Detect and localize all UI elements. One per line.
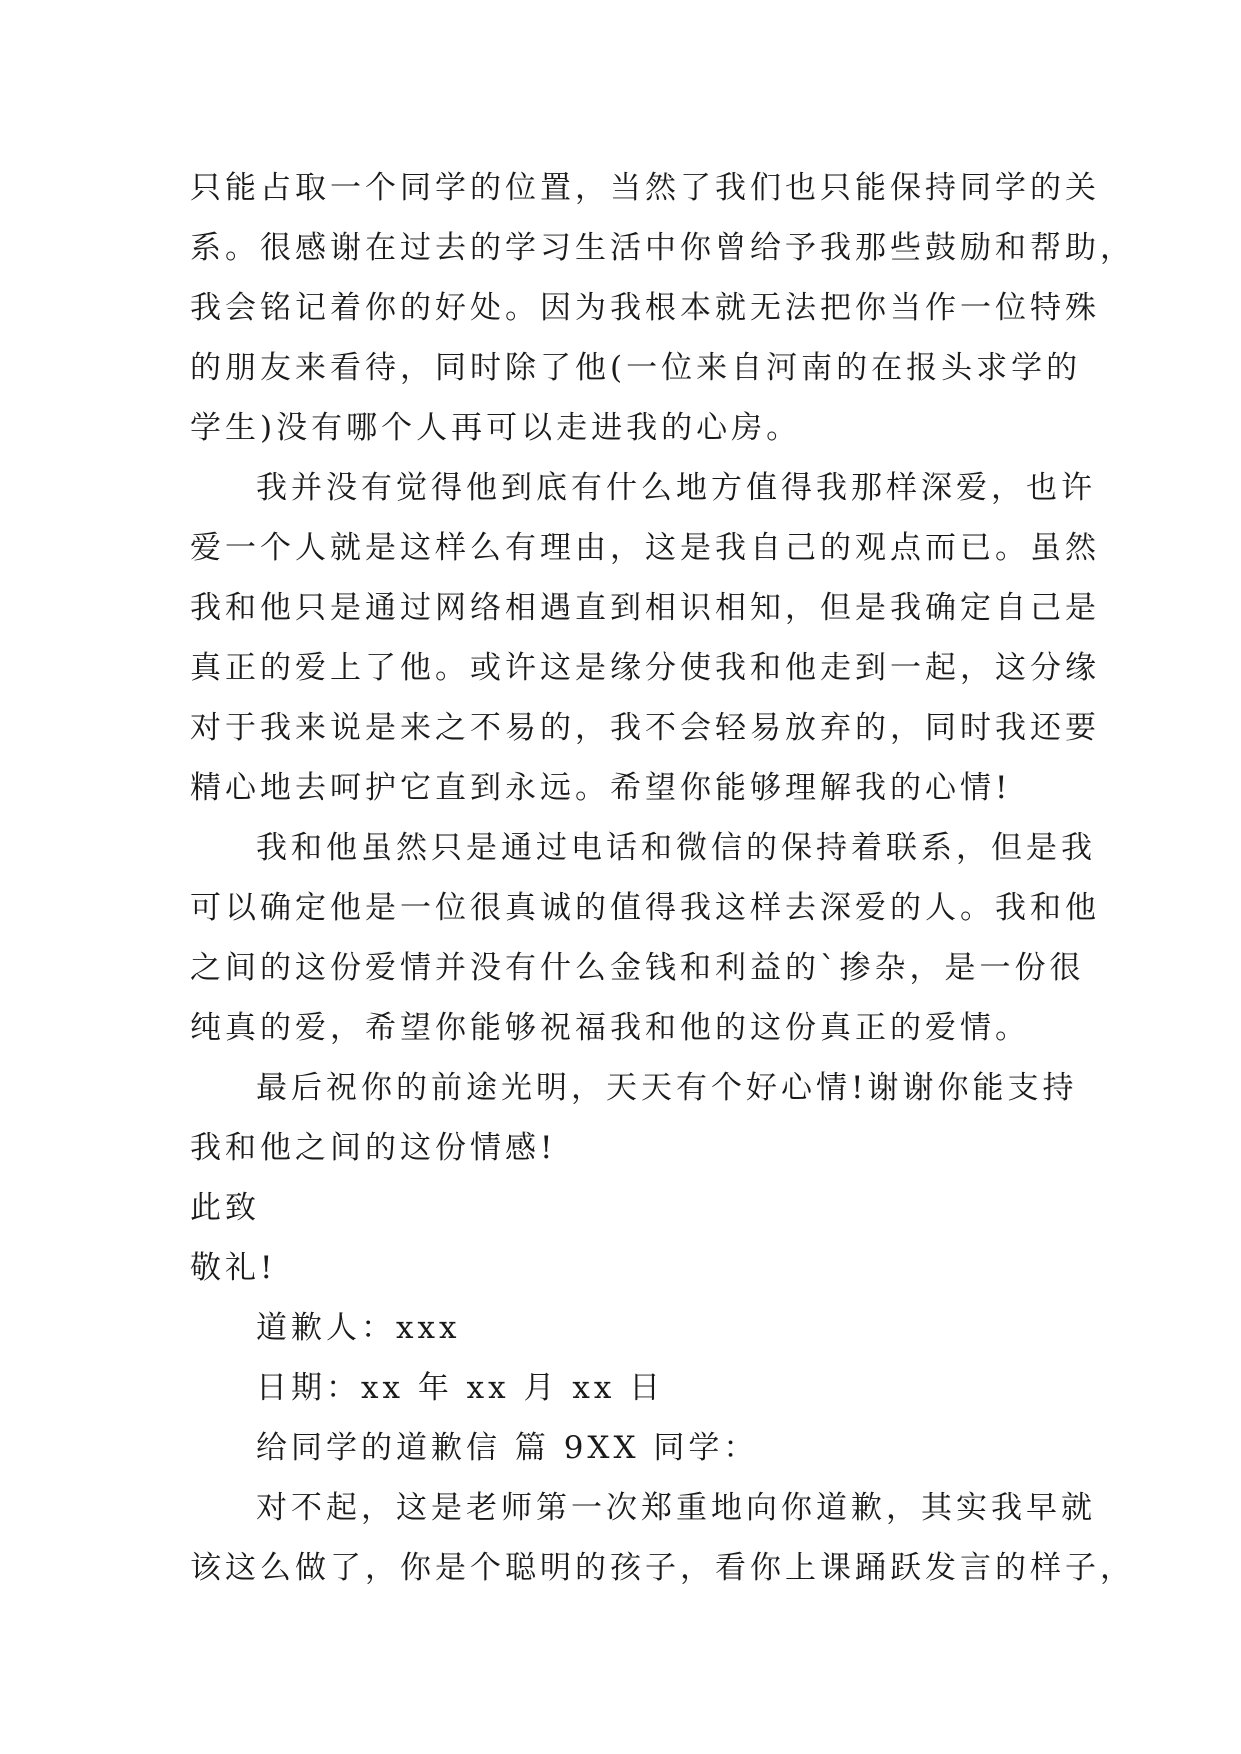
text-line: 纯真的爱，希望你能够祝福我和他的这份真正的爱情。 (190, 1010, 1030, 1046)
paragraph (190, 1478, 1135, 1598)
text-line: 给同学的道歉信 篇 9XX 同学： (256, 1430, 759, 1466)
paragraph (190, 1178, 1070, 1238)
text-line: 系。很感谢在过去的学习生活中你曾给予我那些鼓励和帮助， (190, 230, 1135, 266)
text-line: 敬礼! (190, 1250, 277, 1286)
text-line: 对不起，这是老师第一次郑重地向你道歉，其实我早就 (256, 1490, 1096, 1526)
paragraph (190, 1418, 1070, 1478)
text-line: 道歉人：xxx (256, 1310, 461, 1346)
paragraph (190, 1298, 1070, 1358)
paragraph (190, 1058, 1078, 1178)
text-line: 我和他虽然只是通过电话和微信的保持着联系，但是我 (256, 830, 1096, 866)
text-line: 可以确定他是一位很真诚的值得我这样去深爱的人。我和他 (190, 890, 1100, 926)
text-line: 爱一个人就是这样么有理由，这是我自己的观点而已。虽然 (190, 530, 1100, 566)
paragraph (190, 1238, 1070, 1298)
text-line: 之间的这份爱情并没有什么金钱和利益的`掺杂，是一份很 (190, 950, 1085, 986)
paragraph (190, 818, 1100, 1058)
text-line: 学生)没有哪个人再可以走进我的心房。 (190, 410, 802, 446)
paragraph (190, 1358, 1070, 1418)
paragraph-list (190, 158, 1135, 1598)
paragraph (190, 158, 1135, 458)
text-line: 我和他只是通过网络相遇直到相识相知，但是我确定自己是 (190, 590, 1100, 626)
text-line: 该这么做了，你是个聪明的孩子，看你上课踊跃发言的样子， (190, 1550, 1135, 1586)
text-line: 此致 (190, 1190, 260, 1226)
text-line: 只能占取一个同学的位置，当然了我们也只能保持同学的关 (190, 170, 1100, 206)
text-line: 我和他之间的这份情感! (190, 1130, 557, 1166)
paragraph (190, 458, 1100, 818)
text-line: 对于我来说是来之不易的，我不会轻易放弃的，同时我还要 (190, 710, 1100, 746)
text-line: 我会铭记着你的好处。因为我根本就无法把你当作一位特殊 (190, 290, 1100, 326)
text-line: 我并没有觉得他到底有什么地方值得我那样深爱，也许 (256, 470, 1096, 506)
text-line: 最后祝你的前途光明，天天有个好心情!谢谢你能支持 (256, 1070, 1078, 1106)
text-line: 日期：xx 年 xx 月 xx 日 (256, 1370, 665, 1406)
text-line: 精心地去呵护它直到永远。希望你能够理解我的心情! (190, 770, 1012, 806)
text-line: 真正的爱上了他。或许这是缘分使我和他走到一起，这分缘 (190, 650, 1100, 686)
document-body (190, 158, 1135, 1598)
text-line: 的朋友来看待，同时除了他(一位来自河南的在报头求学的 (190, 350, 1082, 386)
